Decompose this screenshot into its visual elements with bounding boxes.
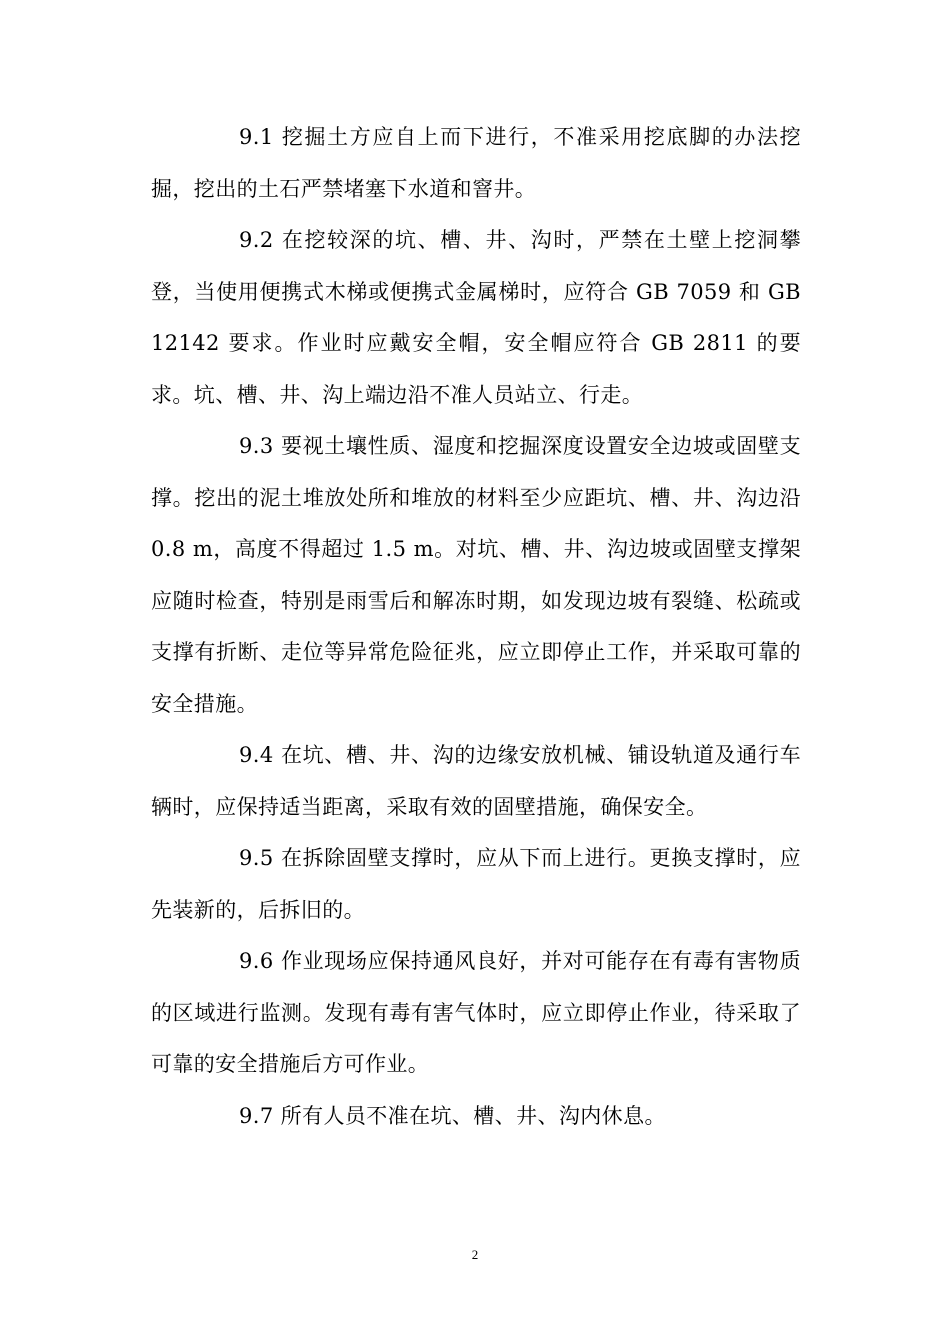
page-number: 2 [471,1247,479,1262]
paragraph-9-1: 9.1 挖掘土方应自上而下进行，不准采用挖底脚的办法挖掘，挖出的土石严禁堵塞下水道和窨井。 [151,125,801,201]
paragraph-9-6: 9.6 作业现场应保持通风良好，并对可能存在有毒有害物质的区域进行监测。发现有毒有害气体时，应立即停止作业，待采取了可靠的安全措施后方可作业。 [151,949,801,1076]
paragraph-9-2: 9.2 在挖较深的坑、槽、井、沟时，严禁在土壁上挖洞攀登，当使用便携式木梯或便携式金属梯时，应符合 GB 7059 和 GB 12142 要求。作业时应戴安全帽，安全帽应符合 GB 2811 的要求。坑、槽、井、沟上端边沿不准人员站立、行走。 [151,228,801,407]
paragraph-9-5: 9.5 在拆除固壁支撑时，应从下而上进行。更换支撑时，应先装新的，后拆旧的。 [151,846,801,922]
paragraph-9-7: 9.7 所有人员不准在坑、槽、井、沟内休息。 [239,1103,666,1128]
paragraph-9-4: 9.4 在坑、槽、井、沟的边缘安放机械、铺设轨道及通行车辆时，应保持适当距离，采取有效的固壁措施，确保安全。 [151,743,801,819]
paragraph-9-3: 9.3 要视土壤性质、湿度和挖掘深度设置安全边坡或固壁支撑。挖出的泥土堆放处所和堆放的材料至少应距坑、槽、井、沟边沿 0.8 m，高度不得超过 1.5 m。对坑、槽、井、沟边坡或固壁支撑架应随时检查，特别是雨雪后和解冻时期，如发现边坡有裂缝、松疏或支撑有折断、走位等异常危险征兆，应立即停止工作，并采取可靠的安全措施。 [151,434,801,716]
document-body [151,112,801,1142]
